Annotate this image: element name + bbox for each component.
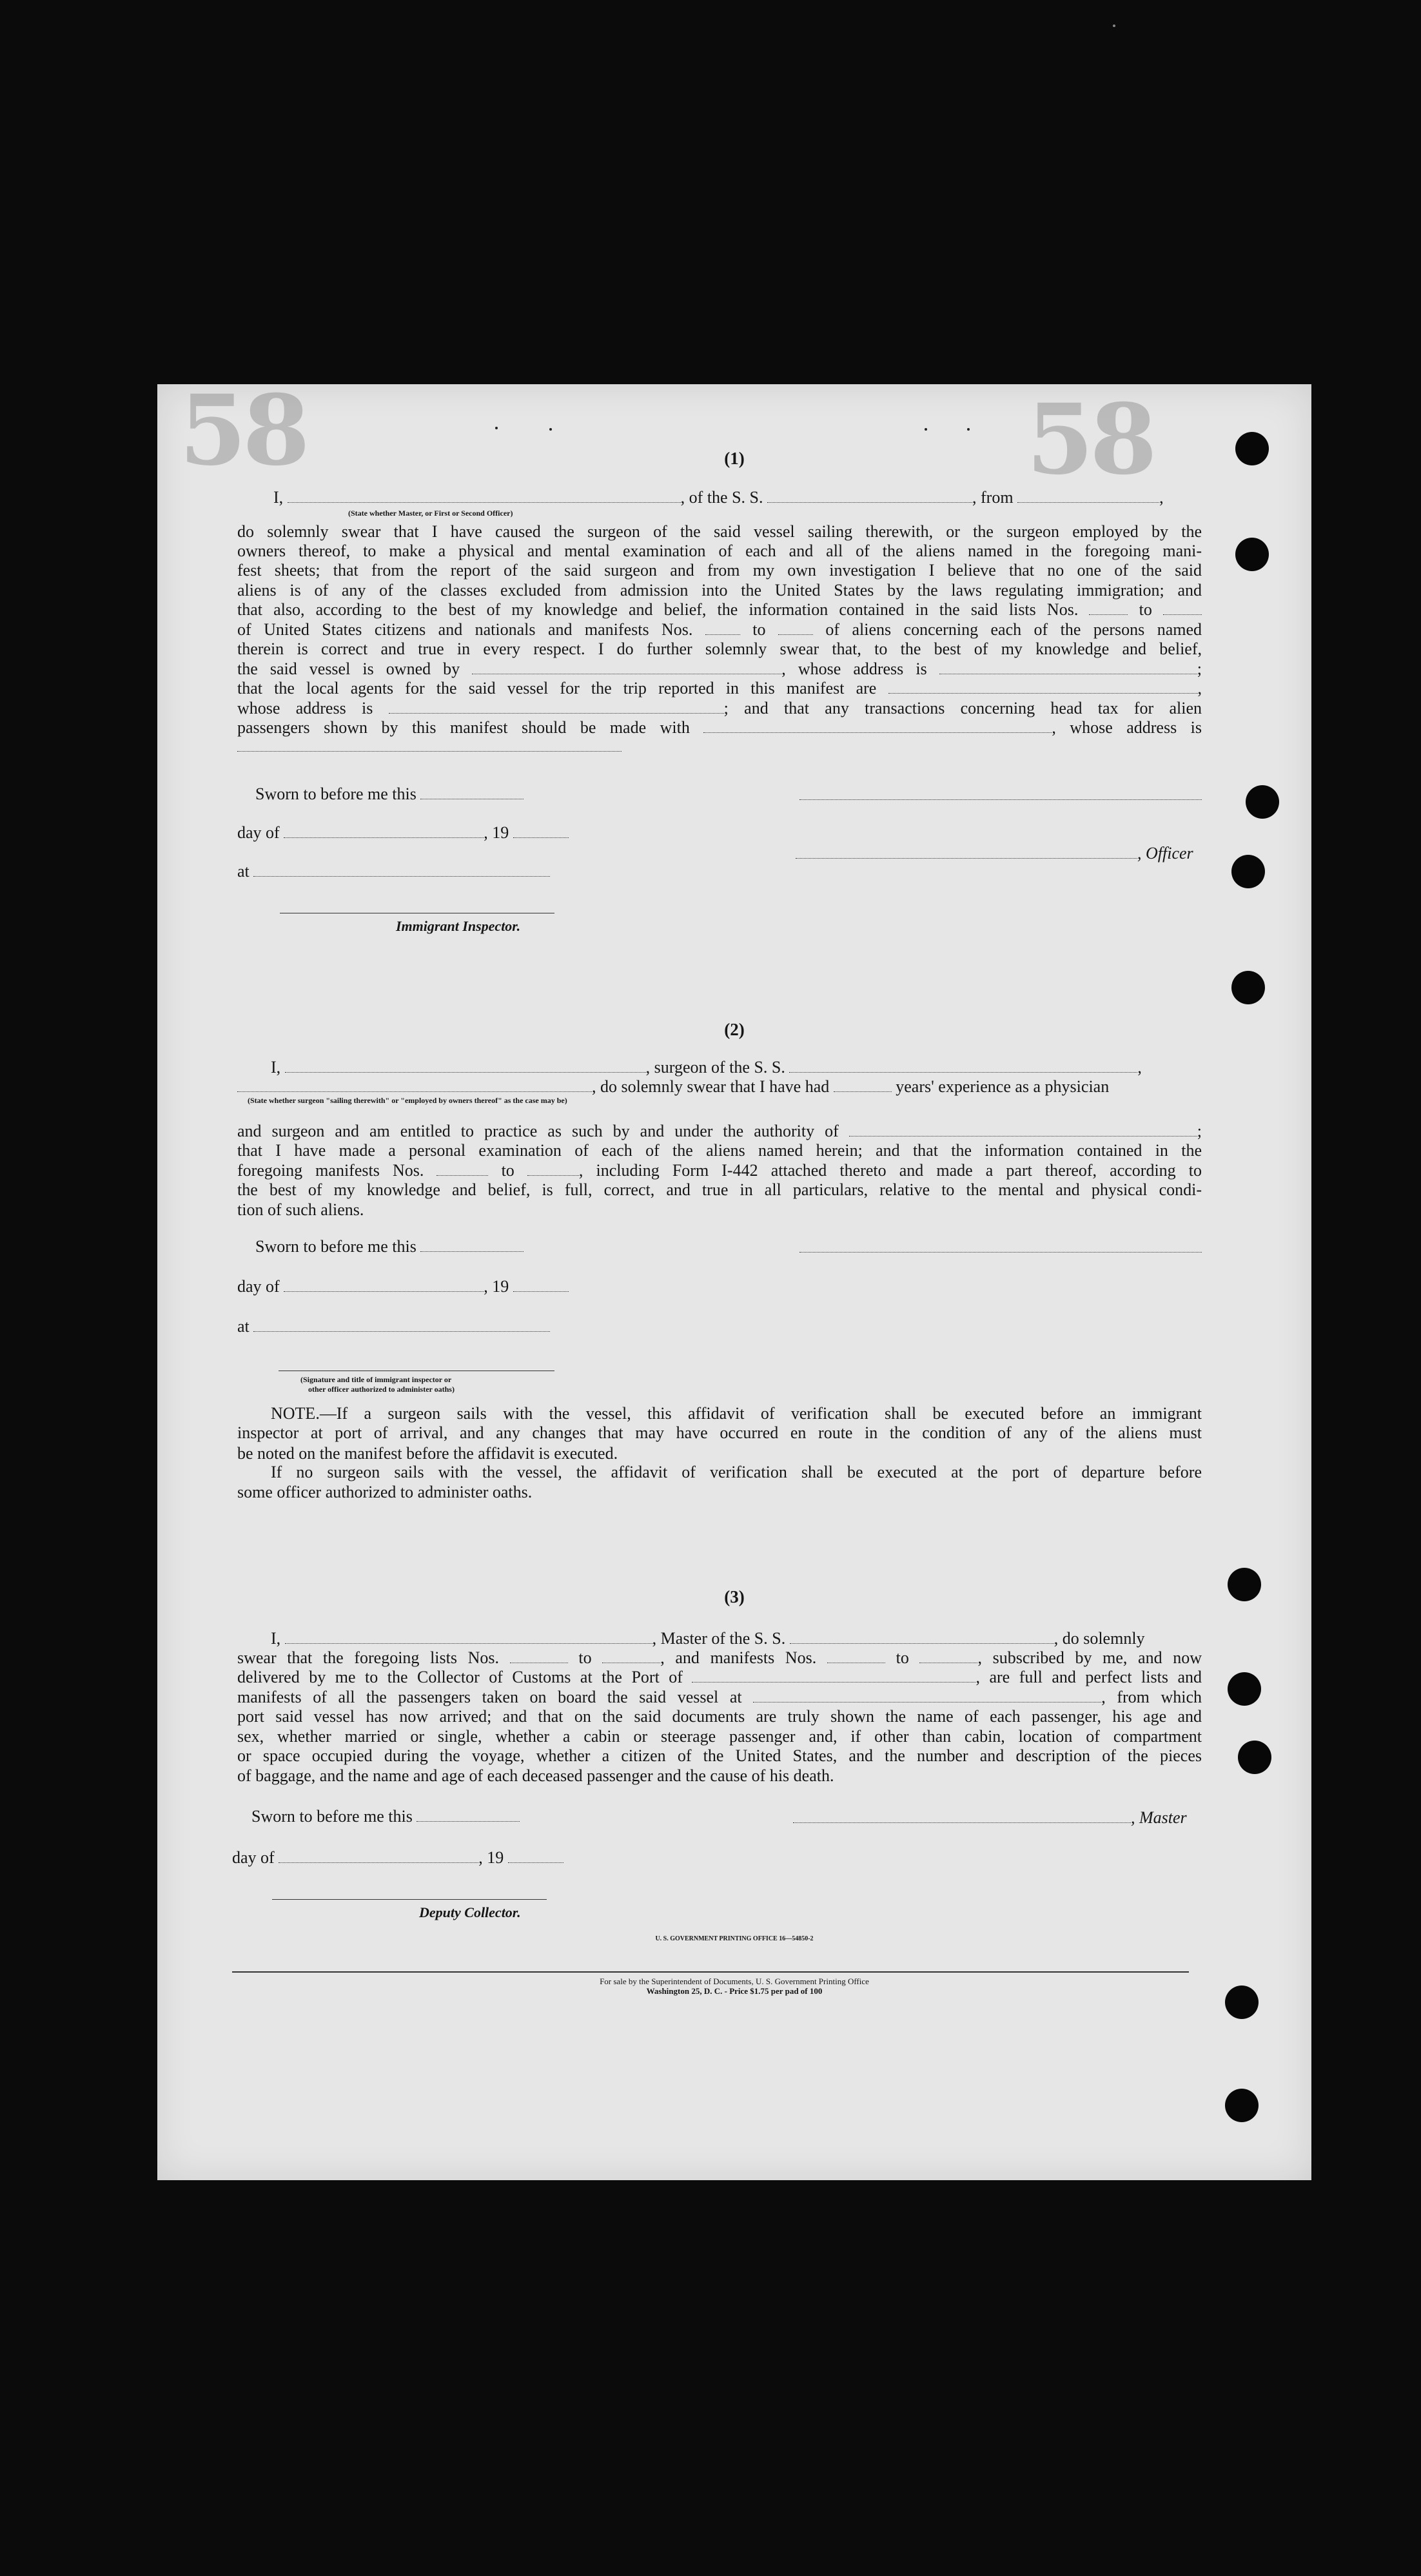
s2-note-4: If no surgeon sails with the vessel, the affidavit of verification shall be executed at the port of departure before [271, 1463, 1202, 1481]
s2-line-6: the best of my knowledge and belief, is full, correct, and true in all particulars, relative to the mental and physical condi- [237, 1180, 1202, 1199]
s2-at: at [237, 1316, 550, 1336]
s1-sworn: Sworn to before me this [255, 784, 524, 804]
section-3-number: (3) [724, 1587, 745, 1606]
manifest-form-page [157, 374, 1311, 2180]
s2-line-4: that I have made a personal examination of each of the aliens named herein; and that the information contained in the [237, 1141, 1202, 1160]
s1-caption: (State whether Master, or First or Second Officer) [348, 509, 513, 518]
s1-para-line-4: aliens is of any of the classes excluded from admission into the United States by the laws regulating immigration; and [237, 581, 1202, 600]
s2-sig-caption-1: (Signature and title of immigrant inspector or [300, 1375, 452, 1384]
binder-hole [1231, 855, 1265, 888]
s3-line-1: I, , Master of the S. S. , do solemnly [271, 1629, 1145, 1648]
s3-deputy-label: Deputy Collector. [419, 1904, 521, 1920]
s3-line-4: manifests of all the passengers taken on board the said vessel at , from which [237, 1688, 1202, 1706]
binder-hole [1238, 1741, 1271, 1774]
footer-rule [232, 1971, 1189, 1973]
sale-notice-line-1: For sale by the Superintendent of Documents, U. S. Government Printing Office [600, 1976, 869, 1986]
stamp-number-right: 58 [1026, 383, 1153, 496]
s1-para-line-2: owners thereof, to make a physical and mental examination of each and all of the aliens named in the foregoing mani- [237, 542, 1202, 560]
s1-para-line-3: fest sheets; that from the report of the said surgeon and from my own investigation I believe that no one of the said [237, 561, 1202, 580]
s1-para-line-9: that the local agents for the said vessel for the trip reported in this manifest are , [237, 679, 1202, 698]
s1-para-line-6: of United States citizens and nationals and manifests Nos. to of aliens concerning each of the persons named [237, 620, 1202, 639]
s2-day: day of , 19 [237, 1276, 569, 1296]
s3-line-3: delivered by me to the Collector of Customs at the Port of , are full and perfect lists and [237, 1668, 1202, 1686]
section-1-number: (1) [724, 449, 745, 468]
binder-hole [1235, 432, 1269, 465]
specks [549, 428, 552, 431]
s3-line-2: swear that the foregoing lists Nos. to , and manifests Nos. to , subscribed by me, and now [237, 1648, 1202, 1667]
specks [967, 428, 970, 431]
s2-line-3: and surgeon and am entitled to practice as such by and under the authority of ; [237, 1122, 1202, 1140]
s1-signature-line-1 [799, 799, 1202, 800]
s2-note-5: some officer authorized to administer oaths. [237, 1483, 533, 1501]
s1-para-line-5: that also, according to the best of my knowledge and belief, the information contained in the said lists Nos. to [237, 600, 1202, 620]
s3-day: day of , 19 [232, 1848, 564, 1868]
binder-hole [1225, 1986, 1259, 2019]
s2-sig-caption-2: other officer authorized to administer oaths) [308, 1385, 455, 1394]
gpo-imprint: U. S. GOVERNMENT PRINTING OFFICE 16—54850-2 [655, 1935, 814, 1942]
s1-para-line-11: passengers shown by this manifest should be made with , whose address is [237, 718, 1202, 737]
s2-line-1: I, , surgeon of the S. S. , [271, 1058, 1142, 1077]
s3-line-5: port said vessel has now arrived; and that on the said documents are truly shown the name of each passenger, his age and [237, 1707, 1202, 1726]
s3-line-8: of baggage, and the name and age of each deceased passenger and the cause of his death. [237, 1766, 834, 1785]
s1-line-1: I, , of the S. S. , from , [273, 488, 1164, 507]
s3-deputy-line [272, 1899, 547, 1900]
s3-line-7: or space occupied during the voyage, whether a citizen of the United States, and the number and description of the pieces [237, 1746, 1202, 1765]
s2-caption: (State whether surgeon "sailing therewith" or "employed by owners thereof" as the case may be) [248, 1096, 567, 1105]
s1-para-line-7: therein is correct and true in every respect. I do further solemnly swear that, to the best of my knowledge and belief, [237, 639, 1202, 658]
binder-hole [1228, 1568, 1261, 1601]
s2-line-2: , do solemnly swear that I have had years' experience as a physician [237, 1077, 1109, 1097]
s2-note-2: inspector at port of arrival, and any changes that may have occurred en route in the condition of any of the aliens must [237, 1423, 1202, 1442]
s1-para-line-10: whose address is ; and that any transactions concerning head tax for alien [237, 699, 1202, 717]
s1-para-line-8: the said vessel is owned by , whose address is ; [237, 659, 1202, 678]
s3-line-6: sex, whether married or single, whether a cabin or steerage passenger and, if other than cabin, location of compartment [237, 1727, 1202, 1746]
corner-speck [1113, 24, 1115, 27]
section-2-number: (2) [724, 1020, 745, 1039]
s3-sworn: Sworn to before me this [251, 1806, 520, 1826]
s2-line-5: foregoing manifests Nos. to , including Form I-442 attached thereto and made a part thereof, according to [237, 1161, 1202, 1180]
binder-hole [1225, 2089, 1259, 2122]
binder-hole [1235, 538, 1269, 571]
specks [925, 428, 927, 431]
s1-inspector-label: Immigrant Inspector. [396, 918, 521, 934]
specks [495, 427, 498, 429]
binder-hole [1231, 971, 1265, 1004]
s1-officer: , Officer [796, 843, 1193, 863]
binder-hole [1228, 1672, 1261, 1706]
stamp-number-left: 58 [179, 374, 306, 487]
s2-note-1: NOTE.—If a surgeon sails with the vessel, this affidavit of verification shall be executed before an immigrant [271, 1404, 1202, 1423]
s2-note-3: be noted on the manifest before the affidavit is executed. [237, 1444, 618, 1463]
s2-sworn: Sworn to before me this [255, 1236, 524, 1256]
s2-signature-line [799, 1252, 1202, 1253]
binder-hole [1246, 785, 1279, 819]
s1-day: day of , 19 [237, 823, 569, 843]
sale-notice-line-2: Washington 25, D. C. - Price $1.75 per pad of 100 [646, 1986, 823, 1996]
s1-para-line-12 [237, 736, 622, 756]
s2-line-7: tion of such aliens. [237, 1200, 364, 1219]
s3-master: , Master [793, 1808, 1187, 1828]
s1-para-line-1: do solemnly swear that I have caused the surgeon of the said vessel sailing therewith, or the surgeon employed by the [237, 522, 1202, 541]
s1-at: at [237, 861, 550, 881]
